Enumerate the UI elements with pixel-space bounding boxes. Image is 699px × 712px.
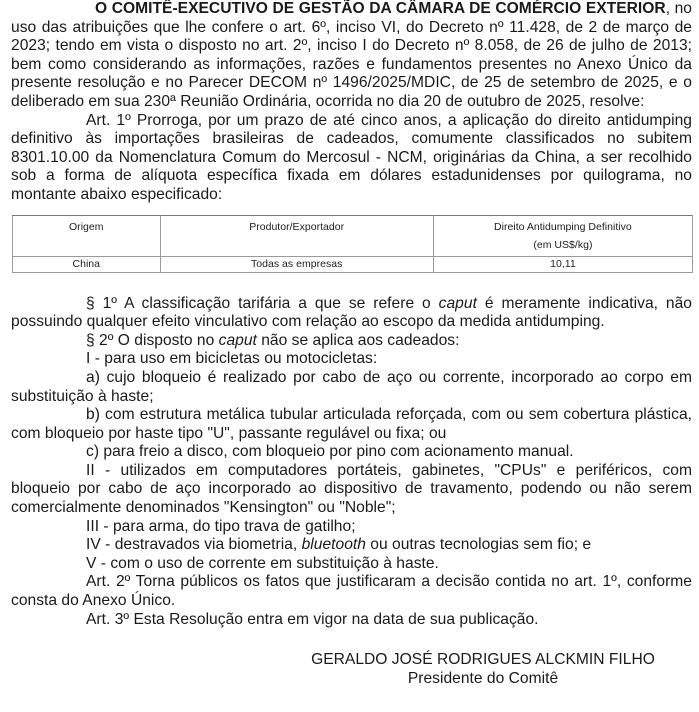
article-2: Art. 2º Torna públicos os fatos que justificaram a decisão contida no art. 1º, conforme consta do Anexo Único.	[11, 573, 692, 610]
cell-direito: 10,11	[433, 256, 692, 272]
header-direito	[433, 215, 692, 256]
item-iv	[11, 536, 692, 555]
signatory-title: Presidente do Comitê	[407, 669, 559, 687]
cell-origem: China	[13, 256, 161, 272]
paragraph-1-text-end: é meramente indicativa, não possuindo qualquer efeito vinculativo com relação ao escopo da medida antidumping.	[11, 294, 692, 331]
antidumping-table	[12, 215, 693, 273]
item-c: c) para freio a disco, com bloqueio por pino com acionamento manual.	[86, 443, 574, 461]
item-iv-text-end: ou outras tecnologias sem fio; e	[365, 536, 592, 554]
article-3: Art. 3º Esta Resolução entra em vigor na data de sua publicação.	[86, 610, 539, 628]
header-direito-label: Direito Antidumping Definitivo	[494, 220, 632, 233]
header-direito-unit: (em US$/kg)	[533, 238, 593, 251]
item-v: V - com o uso de corrente em substituição à haste.	[86, 554, 439, 572]
preamble	[11, 0, 692, 112]
item-ii: II - utilizados em computadores portáteis, gabinetes, "CPUs" e periféricos, com bloqueio por cabo de aço incorporado ao dispositivo de travamento, podendo ou não serem comercialmente denominados "Kensington" ou "Noble";	[11, 461, 692, 517]
paragraph-2-text-end: não se aplica aos cadeados:	[256, 331, 460, 349]
item-iv-italic: bluetooth	[301, 536, 366, 554]
paragraph-1-text: § 1º A classificação tarifária a que se refere o	[86, 294, 439, 312]
preamble-text: , no uso das atribuições que lhe confere o art. 6º, inciso VI, do Decreto nº 11.428, de 2 de março de 2023; tendo em vista o disposto no art. 2º, inciso I do Decreto nº 8.058, de 26 de julho de 2013; bem como considerando as informações, razões e fundamentos presentes no Anexo Único da presente resolução e no Parecer DECOM nº 1496/2025/MDIC, de 25 de setembro de 2025, e o deliberado em sua 230ª Reunião Ordinária, ocorrida no dia 20 de outubro de 2025, resolve:	[11, 0, 692, 110]
paragraph-2	[11, 332, 692, 351]
table-row	[13, 256, 693, 272]
header-produtor: Produtor/Exportador	[160, 215, 433, 256]
paragraph-1	[11, 295, 692, 332]
paragraph-1-italic: caput	[438, 294, 477, 312]
table-header-row	[13, 215, 693, 256]
signature-block	[11, 651, 655, 688]
item-iii: III - para arma, do tipo trava de gatilho;	[86, 517, 356, 535]
article-1: Art. 1º Prorroga, por um prazo de até cinco anos, a aplicação do direito antidumping definitivo às importações brasileiras de cadeados, comumente classificados no subitem 8301.10.00 da Nomenclatura Comum do Mercosul - NCM, originárias da China, a ser recolhido sob a forma de alíquota específica fixada em dólares estadunidenses por quilograma, no montante abaixo especificado:	[11, 111, 692, 203]
header-origem: Origem	[13, 215, 161, 256]
item-a: a) cujo bloqueio é realizado por cabo de aço ou corrente, incorporado ao corpo em substituição à haste;	[11, 368, 692, 405]
item-b: b) com estrutura metálica tubular articulada reforçada, com ou sem cobertura plástica, com bloqueio por haste tipo "U", passante regulável ou fixa; ou	[11, 406, 692, 442]
item-iv-text: IV - destravados via biometria,	[86, 536, 302, 554]
item-i: I - para uso em bicicletas ou motocicletas:	[86, 350, 378, 368]
paragraph-2-text: § 2º O disposto no	[86, 331, 219, 349]
cell-produtor: Todas as empresas	[160, 256, 433, 272]
signatory-name: GERALDO JOSÉ RODRIGUES ALCKMIN FILHO	[311, 651, 655, 669]
issuer-name: O COMITÊ-EXECUTIVO DE GESTÃO DA CÂMARA DE COMÉRCIO EXTERIOR	[95, 0, 666, 17]
paragraph-2-italic: caput	[218, 331, 257, 349]
